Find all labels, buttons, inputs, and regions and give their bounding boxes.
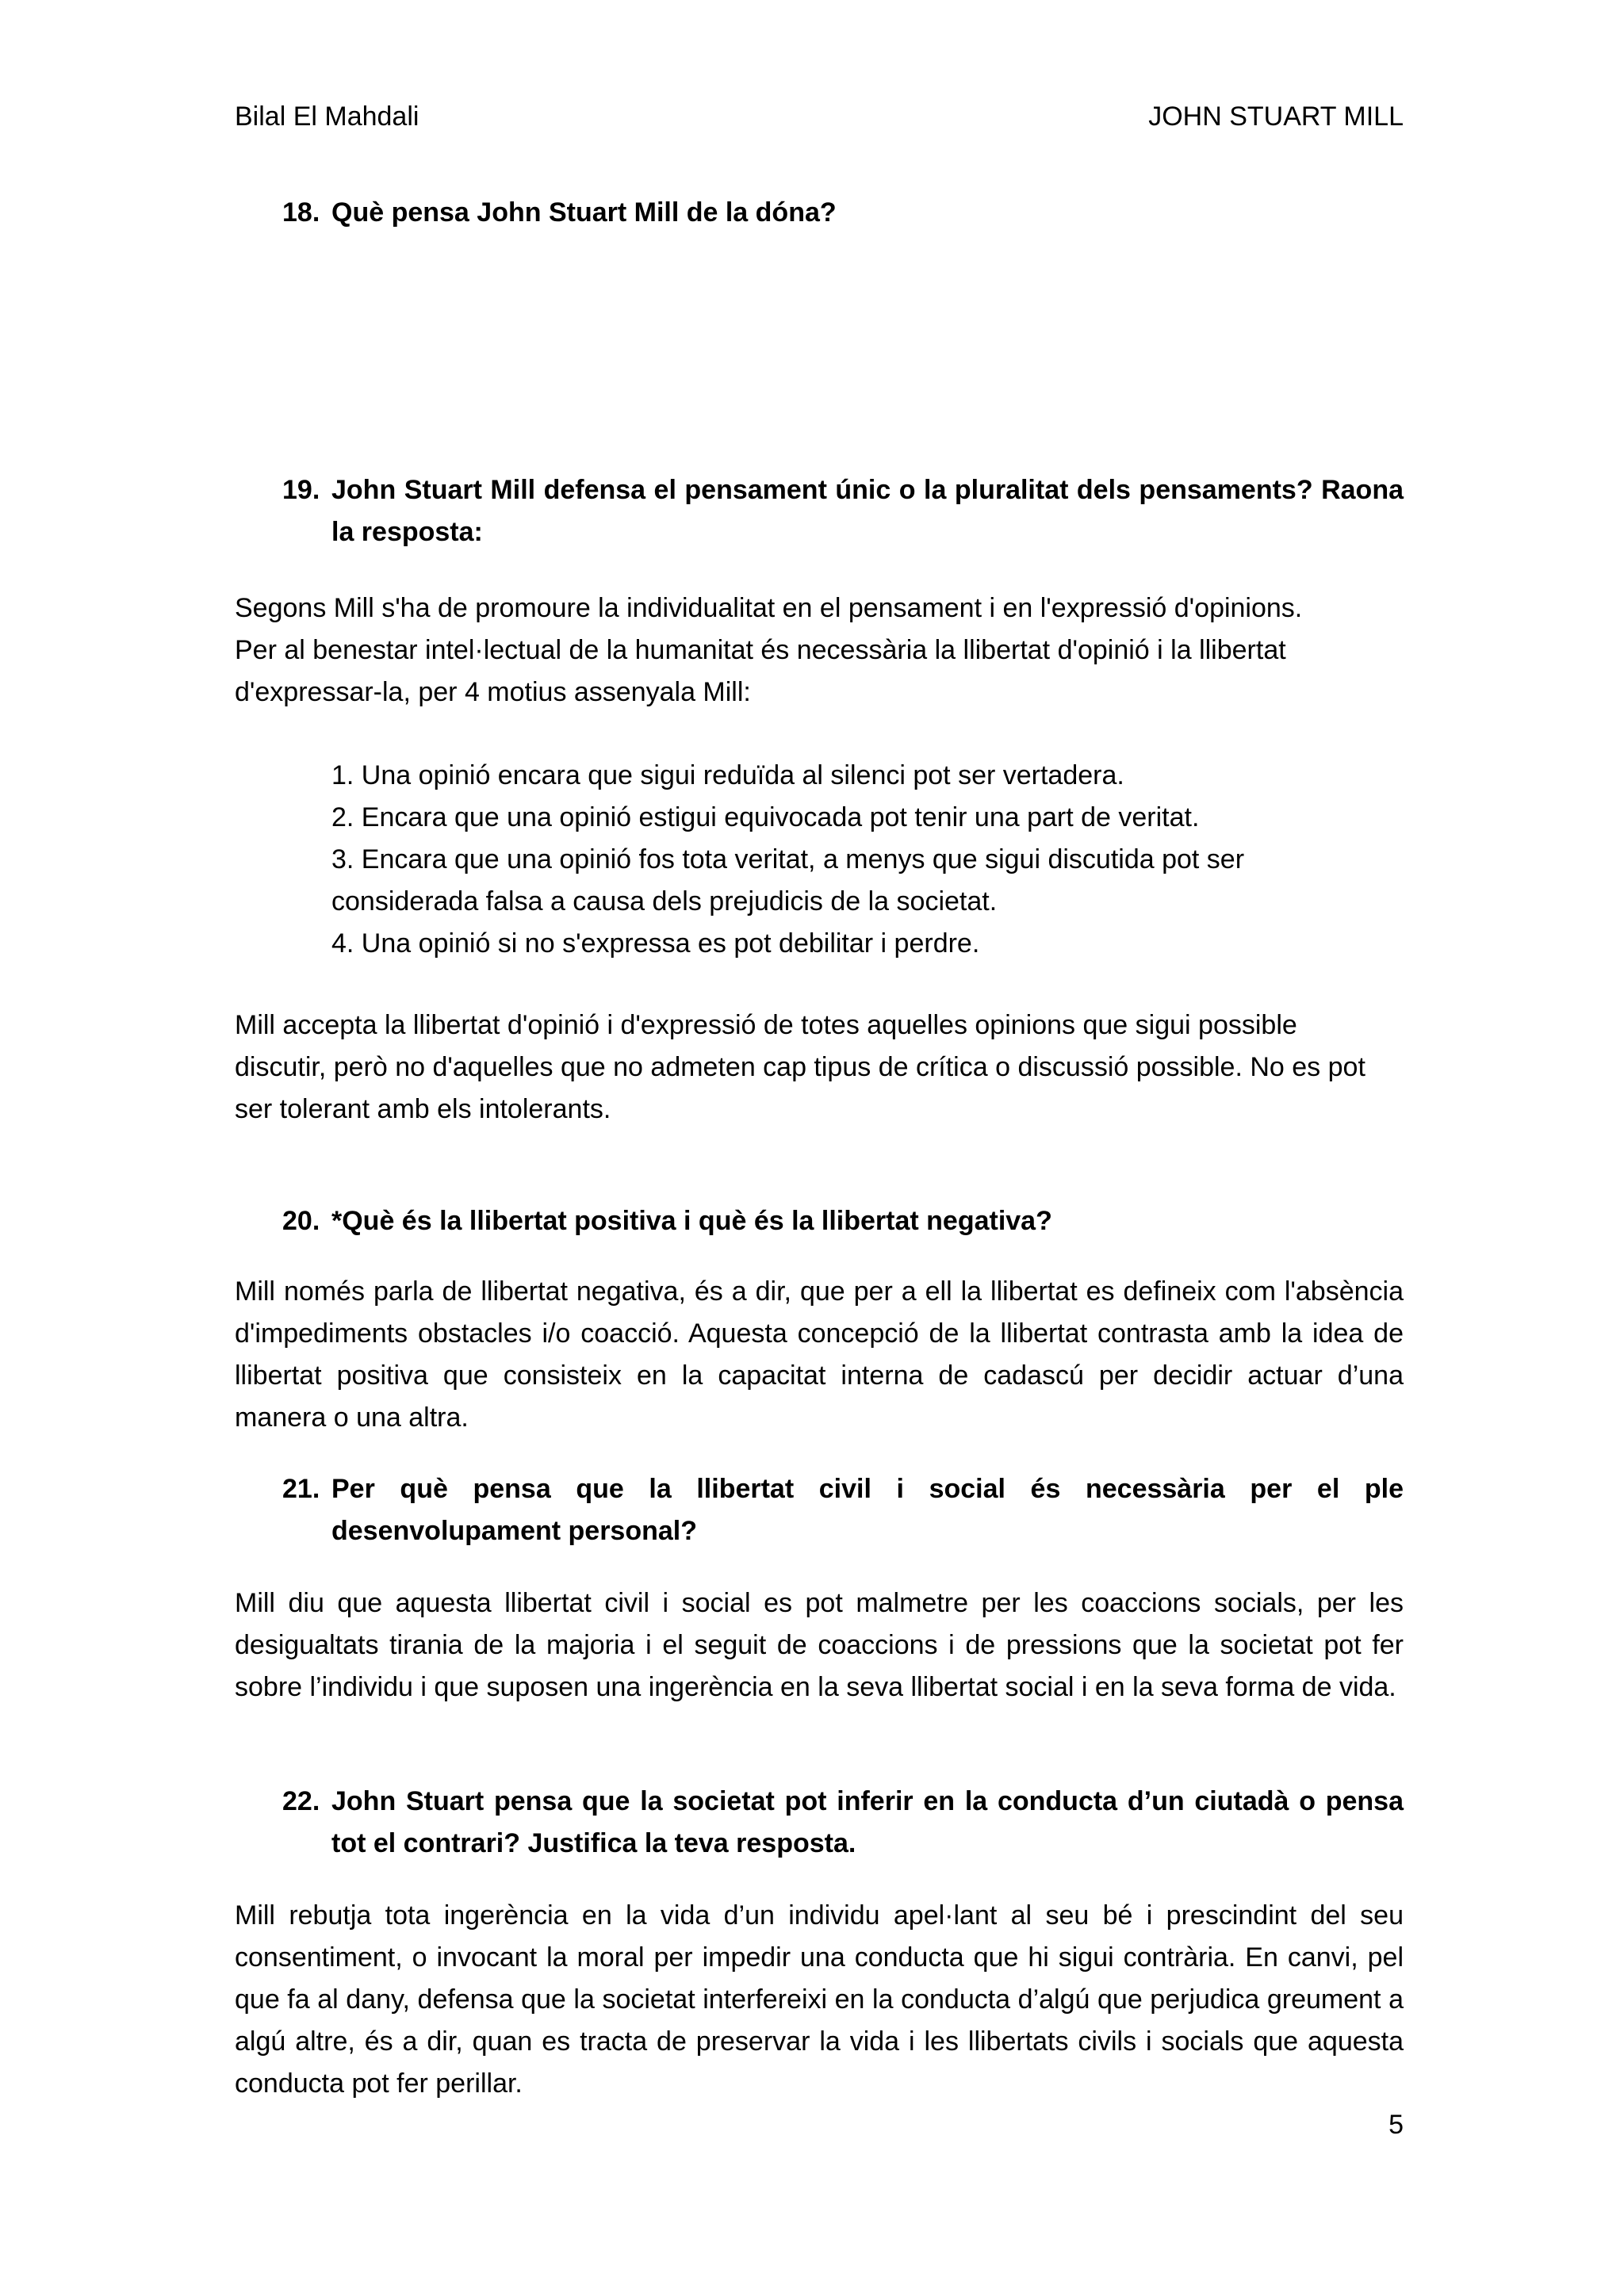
question-18 [282, 192, 1404, 234]
question-21 [282, 1468, 1404, 1552]
answer-21: Mill diu que aquesta llibertat civil i social es pot malmetre per les coaccions socials, per les desigualtats tirania de la majoria i el seguit de coaccions i de pressions que la societat pot fer sobre l’individu i que suposen una ingerència en la seva llibertat social i en la seva forma de vida. [235, 1588, 1404, 1702]
question-text: *Què és la llibertat positiva i què és la llibertat negativa? [331, 1206, 1052, 1236]
answer-19-intro [235, 587, 1404, 714]
question-22 [282, 1781, 1404, 1865]
answer-19-list [331, 755, 1362, 965]
question-text: Per què pensa que la llibertat civil i social és necessària per el ple desenvolupament personal? [331, 1474, 1404, 1546]
page-header [235, 97, 1404, 136]
question-text: John Stuart pensa que la societat pot inferir en la conducta d’un ciutadà o pensa tot el contrari? Justifica la teva resposta. [331, 1786, 1404, 1858]
header-title: JOHN STUART MILL [1148, 101, 1404, 132]
answer-19-closing [235, 1004, 1404, 1131]
page-number: 5 [1388, 2110, 1404, 2140]
header-author: Bilal El Mahdali [235, 101, 419, 132]
answer-line: Segons Mill s'ha de promoure la individualitat en el pensament i en l'expressió d'opinions. [235, 593, 1303, 623]
question-20 [282, 1200, 1404, 1242]
question-number: 18. [282, 197, 320, 228]
list-item: 2. Encara que una opinió estigui equivocada pot tenir una part de veritat. [331, 802, 1200, 832]
answer-line: Per al benestar intel·lectual de la humanitat és necessària la llibertat d'opinió i la llibertat [235, 635, 1286, 665]
answer-line: d'expressar-la, per 4 motius assenyala Mill: [235, 677, 751, 707]
list-item: 1. Una opinió encara que sigui reduïda al silenci pot ser vertadera. [331, 760, 1124, 790]
answer-20: Mill només parla de llibertat negativa, és a dir, que per a ell la llibertat es defineix com l'absència d'impediments obstacles i/o coacció. Aquesta concepció de la llibertat contrasta amb la idea de llibertat positiva que consisteix en la capacitat interna de cadascú per decidir actuar d’una manera o una altra. [235, 1276, 1404, 1433]
question-number: 22. [282, 1786, 320, 1816]
answer-line: ser tolerant amb els intolerants. [235, 1094, 611, 1124]
answer-22: Mill rebutja tota ingerència en la vida d’un individu apel·lant al seu bé i prescindint del seu consentiment, o invocant la moral per impedir una conducta que hi sigui contrària. En canvi, pel que fa al dany, defensa que la societat interfereixi en la conducta d’algú que perjudica greument a algú altre, és a dir, quan es tracta de preservar la vida i les llibertats civils i socials que aquesta conducta pot fer perillar. [235, 1900, 1404, 2099]
question-number: 19. [282, 475, 320, 505]
question-text: Què pensa John Stuart Mill de la dóna? [331, 197, 837, 228]
answer-line: discutir, però no d'aquelles que no admeten cap tipus de crítica o discussió possible. No es pot [235, 1052, 1365, 1082]
list-item: 3. Encara que una opinió fos tota veritat, a menys que sigui discutida pot ser [331, 844, 1245, 874]
question-19 [282, 469, 1404, 553]
list-item: 4. Una opinió si no s'expressa es pot debilitar i perdre. [331, 928, 980, 959]
answer-line: Mill accepta la llibertat d'opinió i d'expressió de totes aquelles opinions que sigui possible [235, 1010, 1297, 1040]
list-item: considerada falsa a causa dels prejudicis de la societat. [331, 886, 998, 916]
question-text: John Stuart Mill defensa el pensament únic o la pluralitat dels pensaments? Raona la resposta: [331, 475, 1404, 547]
question-number: 20. [282, 1206, 320, 1236]
question-number: 21. [282, 1474, 320, 1504]
